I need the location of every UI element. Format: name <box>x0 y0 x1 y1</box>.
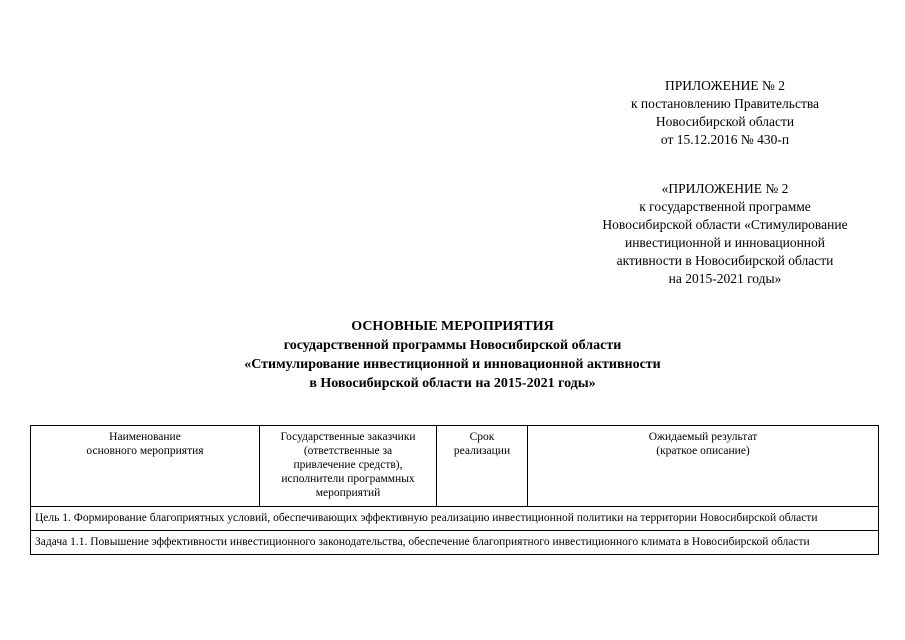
header-line: (ответственные за <box>303 445 393 457</box>
appendix-resolution-line: к постановлению Правительства <box>630 96 820 111</box>
appendix-program-line: инвестиционной и инновационной <box>624 235 826 250</box>
measures-table <box>30 425 879 555</box>
header-line: (краткое описание) <box>656 445 750 457</box>
header-line: реализации <box>453 445 511 457</box>
appendix-program-line: к государственной программе <box>639 199 811 214</box>
appendix-program-line: «ПРИЛОЖЕНИЕ № 2 <box>661 181 789 196</box>
table-row <box>31 531 879 555</box>
appendix-program-header <box>560 180 890 288</box>
header-line: мероприятий <box>315 487 381 499</box>
document-title <box>0 317 905 393</box>
header-line: Срок <box>469 431 495 443</box>
header-line: Государственные заказчики <box>280 431 416 443</box>
document-title-line: «Стимулирование инвестиционной и инновационной активности <box>244 357 661 372</box>
table-row <box>31 507 879 531</box>
appendix-resolution-line: от 15.12.2016 № 430-п <box>660 132 790 147</box>
document-title-line: ОСНОВНЫЕ МЕРОПРИЯТИЯ <box>351 319 554 334</box>
header-line: основного мероприятия <box>86 445 204 457</box>
header-cell-term <box>437 426 528 507</box>
appendix-resolution-line: ПРИЛОЖЕНИЕ № 2 <box>664 78 786 93</box>
header-line: Ожидаемый результат <box>648 431 758 443</box>
header-line: исполнители программных <box>281 473 415 485</box>
table-header-row <box>31 426 879 507</box>
header-cell-expected-result <box>528 426 879 507</box>
appendix-resolution-line: Новосибирской области <box>655 114 795 129</box>
appendix-program-line: на 2015-2021 годы» <box>668 271 782 286</box>
task-row-cell: Задача 1.1. Повышение эффективности инвестиционного законодательства, обеспечение благоприятного инвестиционного климата в Новосибирской области <box>31 531 879 555</box>
appendix-resolution-header <box>560 77 890 149</box>
goal-row-cell: Цель 1. Формирование благоприятных условий, обеспечивающих эффективную реализацию инвестиционной политики на территории Новосибирской области <box>31 507 879 531</box>
document-title-line: в Новосибирской области на 2015-2021 годы» <box>309 376 596 391</box>
appendix-program-line: активности в Новосибирской области <box>616 253 834 268</box>
appendix-program-line: Новосибирской области «Стимулирование <box>602 217 848 232</box>
header-cell-measure-name <box>31 426 260 507</box>
header-line: Наименование <box>109 431 181 443</box>
document-title-line: государственной программы Новосибирской области <box>283 338 622 353</box>
header-cell-customers <box>260 426 437 507</box>
header-line: привлечение средств), <box>293 459 403 471</box>
